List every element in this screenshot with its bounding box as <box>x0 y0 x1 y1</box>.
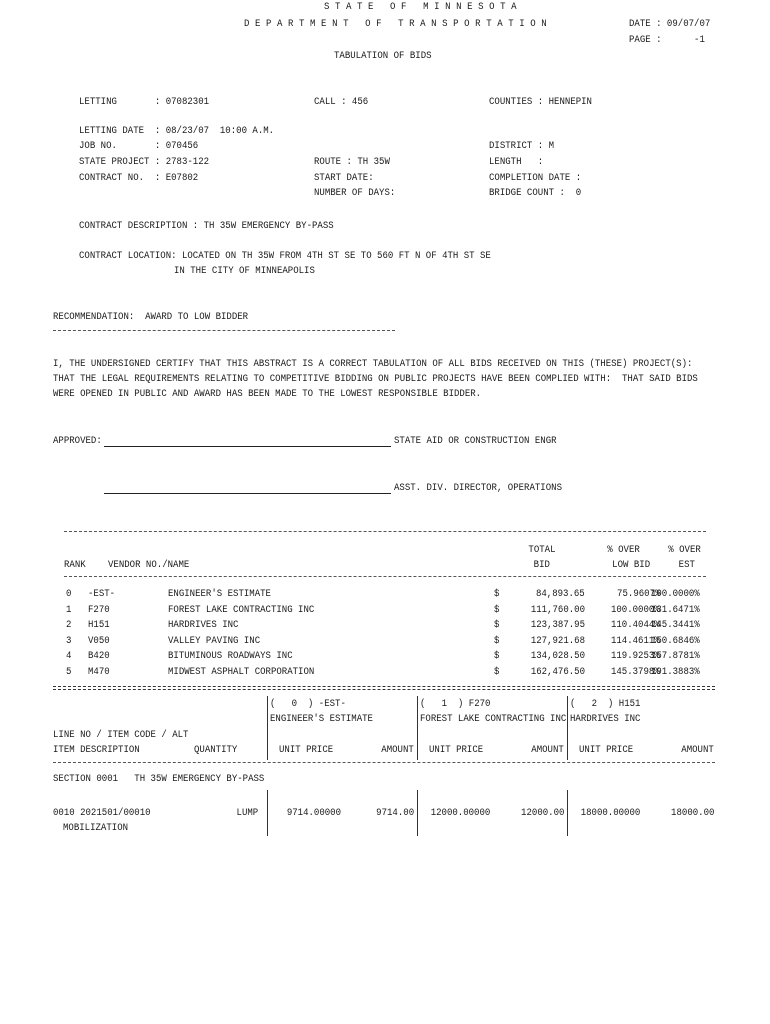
bidder-0-number: ( 0 ) -EST- <box>270 698 346 710</box>
vendor-name-cell: BITUMINOUS ROADWAYS INC <box>168 650 293 662</box>
column-divider <box>267 696 268 760</box>
recommendation-rule <box>53 330 395 331</box>
vendor-header: VENDOR NO./NAME <box>108 559 190 571</box>
est-header: EST <box>678 559 695 571</box>
currency-cell: $ <box>494 650 500 662</box>
summary-header-rule <box>64 576 706 577</box>
district: DISTRICT : M <box>489 140 555 152</box>
over-low-cell: 75.9607% <box>616 588 660 600</box>
rank-cell: 5 <box>66 666 72 678</box>
start-date: START DATE: <box>314 172 374 184</box>
currency-cell: $ <box>494 619 500 631</box>
amount-header: AMOUNT <box>531 744 564 756</box>
call: CALL : 456 <box>314 96 369 108</box>
rank-cell: 0 <box>66 588 72 600</box>
job-no: JOB NO. : 070456 <box>79 140 199 152</box>
vendor-name-cell: ENGINEER'S ESTIMATE <box>168 588 271 600</box>
over-low-cell: 145.3798% <box>611 666 660 678</box>
rank-header: RANK <box>64 559 86 571</box>
bidder-0-name: ENGINEER'S ESTIMATE <box>270 713 373 725</box>
column-divider <box>567 790 568 836</box>
currency-cell: $ <box>494 604 500 616</box>
number-of-days: NUMBER OF DAYS: <box>314 187 396 199</box>
report-date: DATE : 09/07/07 <box>629 18 711 30</box>
rank-cell: 3 <box>66 635 72 647</box>
certification-line-3: WERE OPENED IN PUBLIC AND AWARD HAS BEEN MADE TO THE LOWEST RESPONSIBLE BIDDER. <box>53 388 482 400</box>
column-divider <box>417 696 418 760</box>
over-est-cell: 157.8781% <box>651 650 700 662</box>
column-divider <box>267 790 268 836</box>
vendor-no-cell: M470 <box>88 666 110 678</box>
completion-date: COMPLETION DATE : <box>489 172 582 184</box>
bidder-2-amount: 18000.00 <box>670 807 714 819</box>
unit-price-header: UNIT PRICE <box>279 744 334 756</box>
line-no-header: LINE NO / ITEM CODE / ALT <box>53 729 189 741</box>
certification-line-2: THAT THE LEGAL REQUIREMENTS RELATING TO COMPETITIVE BIDDING ON PUBLIC PROJECTS HAVE BEEN COMPLIED WITH: THAT SAID BIDS <box>53 373 698 385</box>
vendor-no-cell: F270 <box>88 604 110 616</box>
over-est-cell: 191.3883% <box>651 666 700 678</box>
currency-cell: $ <box>494 588 500 600</box>
rank-cell: 4 <box>66 650 72 662</box>
over-low-cell: 100.0000% <box>611 604 660 616</box>
signature-line-1 <box>104 446 391 447</box>
bid-amount-cell: 134,028.50 <box>530 650 585 662</box>
bid-amount-cell: 111,760.00 <box>530 604 585 616</box>
bid-amount-cell: 84,893.65 <box>536 588 585 600</box>
over-est-cell: 100.0000% <box>651 588 700 600</box>
summary-top-rule <box>64 531 706 532</box>
column-divider <box>417 790 418 836</box>
vendor-no-cell: -EST- <box>88 588 116 600</box>
quantity-header: QUANTITY <box>194 744 238 756</box>
vendor-no-cell: B420 <box>88 650 110 662</box>
recommendation: RECOMMENDATION: AWARD TO LOW BIDDER <box>53 311 249 323</box>
item-header-rule <box>53 762 715 763</box>
est-unit-price: 9714.00000 <box>286 807 341 819</box>
item-description-header: ITEM DESCRIPTION <box>53 744 140 756</box>
state-project: STATE PROJECT : 2783-122 <box>79 156 210 168</box>
over-low-cell: 119.9253% <box>611 650 660 662</box>
unit-price-header: UNIT PRICE <box>579 744 634 756</box>
bid-amount-cell: 123,387.95 <box>530 619 585 631</box>
bridge-count: BRIDGE COUNT : 0 <box>489 187 582 199</box>
bidder-1-name: FOREST LAKE CONTRACTING INC <box>420 713 567 725</box>
approver-2-title: ASST. DIV. DIRECTOR, OPERATIONS <box>394 482 562 494</box>
page-number: PAGE : -1 <box>629 34 705 46</box>
length: LENGTH : <box>489 156 544 168</box>
signature-line-2 <box>104 493 391 494</box>
unit-price-header: UNIT PRICE <box>429 744 484 756</box>
route: ROUTE : TH 35W <box>314 156 390 168</box>
state-heading: STATE OF MINNESOTA <box>324 1 523 13</box>
rank-cell: 1 <box>66 604 72 616</box>
summary-double-rule <box>53 686 715 690</box>
bidder-1-number: ( 1 ) F270 <box>420 698 491 710</box>
over-low-cell: 114.4611% <box>611 635 660 647</box>
certification-line-1: I, THE UNDERSIGNED CERTIFY THAT THIS ABSTRACT IS A CORRECT TABULATION OF ALL BIDS RECEIVED ON THIS (THESE) PROJECT(S): <box>53 358 693 370</box>
vendor-no-cell: V050 <box>88 635 110 647</box>
bidder-1-amount: 12000.00 <box>520 807 564 819</box>
page-title: TABULATION OF BIDS <box>334 50 432 62</box>
bid-amount-cell: 162,476.50 <box>530 666 585 678</box>
over-low-cell: 110.4044% <box>611 619 660 631</box>
letting: LETTING : 07082301 <box>79 96 210 108</box>
vendor-name-cell: FOREST LAKE CONTRACTING INC <box>168 604 315 616</box>
contract-location: CONTRACT LOCATION: LOCATED ON TH 35W FROM 4TH ST SE TO 560 FT N OF 4TH ST SE <box>79 250 491 262</box>
over-est-header: % OVER <box>668 544 701 556</box>
bidder-1-unit-price: 12000.00000 <box>430 807 490 819</box>
rank-cell: 2 <box>66 619 72 631</box>
item-description: MOBILIZATION <box>63 822 129 834</box>
vendor-name-cell: HARDRIVES INC <box>168 619 239 631</box>
section-heading: SECTION 0001 TH 35W EMERGENCY BY-PASS <box>53 773 265 785</box>
vendor-no-cell: H151 <box>88 619 110 631</box>
over-low-header: % OVER <box>607 544 640 556</box>
column-divider <box>567 696 568 760</box>
vendor-name-cell: MIDWEST ASPHALT CORPORATION <box>168 666 315 678</box>
approver-1-title: STATE AID OR CONSTRUCTION ENGR <box>394 435 557 447</box>
bid-amount-cell: 127,921.68 <box>530 635 585 647</box>
bidder-2-number: ( 2 ) H151 <box>570 698 641 710</box>
counties: COUNTIES : HENNEPIN <box>489 96 592 108</box>
over-est-cell: 145.3441% <box>651 619 700 631</box>
currency-cell: $ <box>494 635 500 647</box>
bid-header: BID <box>533 559 550 571</box>
est-amount: 9714.00 <box>376 807 414 819</box>
over-est-cell: 131.6471% <box>651 604 700 616</box>
department-heading: DEPARTMENT OF TRANSPORTATION <box>244 18 553 30</box>
bidder-2-name: HARDRIVES INC <box>570 713 641 725</box>
total-header: TOTAL <box>528 544 556 556</box>
contract-location-city: IN THE CITY OF MINNEAPOLIS <box>174 265 315 277</box>
item-line-code: 0010 2021501/00010 <box>53 807 151 819</box>
low-bid-header: LOW BID <box>612 559 650 571</box>
item-unit: LUMP <box>236 807 258 819</box>
letting-date: LETTING DATE : 08/23/07 10:00 A.M. <box>79 125 275 137</box>
contract-no: CONTRACT NO. : E07802 <box>79 172 199 184</box>
contract-description: CONTRACT DESCRIPTION : TH 35W EMERGENCY BY-PASS <box>79 220 334 232</box>
vendor-name-cell: VALLEY PAVING INC <box>168 635 261 647</box>
amount-header: AMOUNT <box>381 744 414 756</box>
amount-header: AMOUNT <box>681 744 714 756</box>
bidder-2-unit-price: 18000.00000 <box>580 807 640 819</box>
approved-label: APPROVED: <box>53 435 102 447</box>
over-est-cell: 150.6846% <box>651 635 700 647</box>
currency-cell: $ <box>494 666 500 678</box>
